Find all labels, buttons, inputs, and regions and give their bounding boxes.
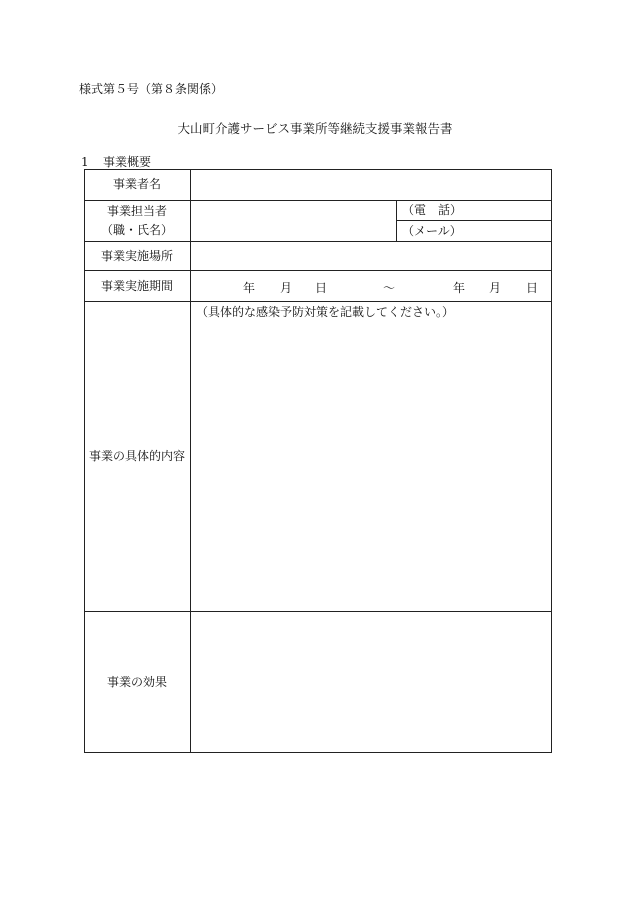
business-name-label: 事業者名 (112, 177, 161, 192)
mail-label: （メール） (402, 224, 462, 238)
location-field[interactable] (191, 242, 551, 270)
start-month-unit: 月 (280, 281, 293, 295)
end-year-unit: 年 (453, 281, 466, 295)
phone-label: （電 話） (402, 203, 463, 217)
section-number: 1 (81, 155, 89, 169)
period-field[interactable] (191, 271, 551, 301)
form-number: 様式第５号（第８条関係） (79, 82, 224, 96)
content-instruction: （具体的な感染予防対策を記載してください。） (196, 305, 455, 319)
content-field[interactable] (191, 302, 551, 611)
effect-field[interactable] (191, 612, 551, 752)
location-label: 事業実施場所 (100, 248, 173, 263)
start-day-unit: 日 (315, 281, 328, 295)
person-in-charge-field[interactable] (191, 201, 396, 241)
end-month-unit: 月 (489, 281, 502, 295)
start-year-unit: 年 (243, 281, 256, 295)
period-label: 事業実施期間 (100, 278, 173, 293)
phone-field[interactable] (397, 201, 551, 220)
page-title: 大山町介護サービス事業所等継続支援事業報告書 (177, 121, 453, 136)
person-in-charge-label: 事業担当者 （職・氏名） (100, 204, 173, 237)
end-day-unit: 日 (526, 281, 539, 295)
period-tilde: ～ (383, 281, 396, 295)
business-name-field[interactable] (191, 170, 551, 200)
content-label: 事業の具体的内容 (88, 449, 185, 464)
section-heading (81, 153, 151, 170)
effect-label: 事業の効果 (106, 675, 167, 690)
section-label: 事業概要 (103, 155, 152, 169)
mail-field[interactable] (397, 221, 551, 241)
